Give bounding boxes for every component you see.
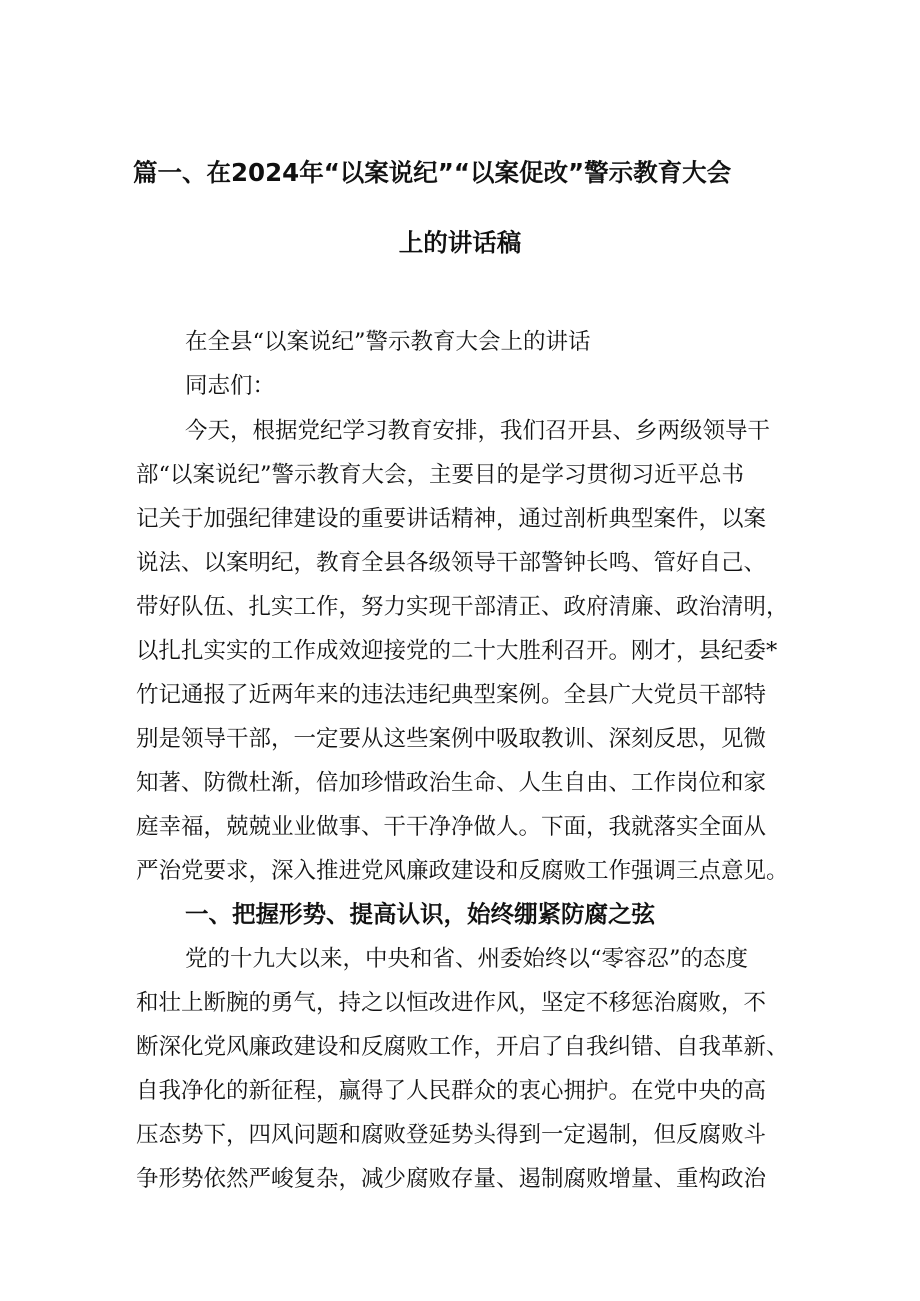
paragraph1-line: 别是领导干部，一定要从这些案例中吸取教训、深刻反思，见微 <box>136 726 767 752</box>
paragraph1-line: 以扎扎实实的工作成效迎接党的二十大胜利召开。刚才，县纪委* <box>136 638 778 664</box>
paragraph2-line: 自我净化的新征程，赢得了人民群众的衷心拥护。在党中央的高 <box>136 1078 767 1104</box>
paragraph1-line: 记关于加强纪律建设的重要讲话精神，通过剖析典型案件，以案 <box>136 506 767 532</box>
paragraph1-line: 严治党要求，深入推进党风廉政建设和反腐败工作强调三点意见。 <box>136 858 789 884</box>
paragraph2-line: 断深化党风廉政建设和反腐败工作，开启了自我纠错、自我革新、 <box>136 1034 789 1060</box>
paragraph1-line: 带好队伍、扎实工作，努力实现干部清正、政府清廉、政治清明， <box>136 594 789 620</box>
paragraph1-line: 竹记通报了近两年来的违法违纪典型案例。全县广大党员干部特 <box>136 682 767 708</box>
salutation: 同志们： <box>185 373 276 399</box>
paragraph2-line: 党的十九大以来，中央和省、州委始终以“零容忍”的态度 <box>185 946 749 972</box>
paragraph1-line: 部“以案说纪”警示教育大会，主要目的是学习贯彻习近平总书 <box>136 462 745 488</box>
document-title-line-1: 篇一、在2024年“以案说纪”“以案促改”警示教育大会 <box>133 158 732 187</box>
paragraph1-line: 今天，根据党纪学习教育安排，我们召开县、乡两级领导干 <box>185 418 771 444</box>
document-title-line-2: 上的讲话稿 <box>398 228 522 257</box>
paragraph1-line: 知著、防微杜渐，倍加珍惜政治生命、人生自由、工作岗位和家 <box>136 770 767 796</box>
paragraph2-line: 压态势下，四风问题和腐败登延势头得到一定遏制，但反腐败斗 <box>136 1122 767 1148</box>
section-1-heading: 一、把握形势、提高认识，始终绷紧防腐之弦 <box>185 900 655 928</box>
paragraph2-line: 争形势依然严峻复杂，减少腐败存量、遏制腐败增量、重构政治 <box>136 1166 767 1192</box>
speech-subtitle: 在全县“以案说纪”警示教育大会上的讲话 <box>185 329 591 355</box>
paragraph1-line: 庭幸福，兢兢业业做事、干干净净做人。下面，我就落实全面从 <box>136 814 767 840</box>
paragraph1-line: 说法、以案明纪，教育全县各级领导干部警钟长鸣、管好自己、 <box>136 550 767 576</box>
paragraph2-line: 和壮上断腕的勇气，持之以恒改进作风，坚定不移惩治腐败，不 <box>136 990 767 1016</box>
